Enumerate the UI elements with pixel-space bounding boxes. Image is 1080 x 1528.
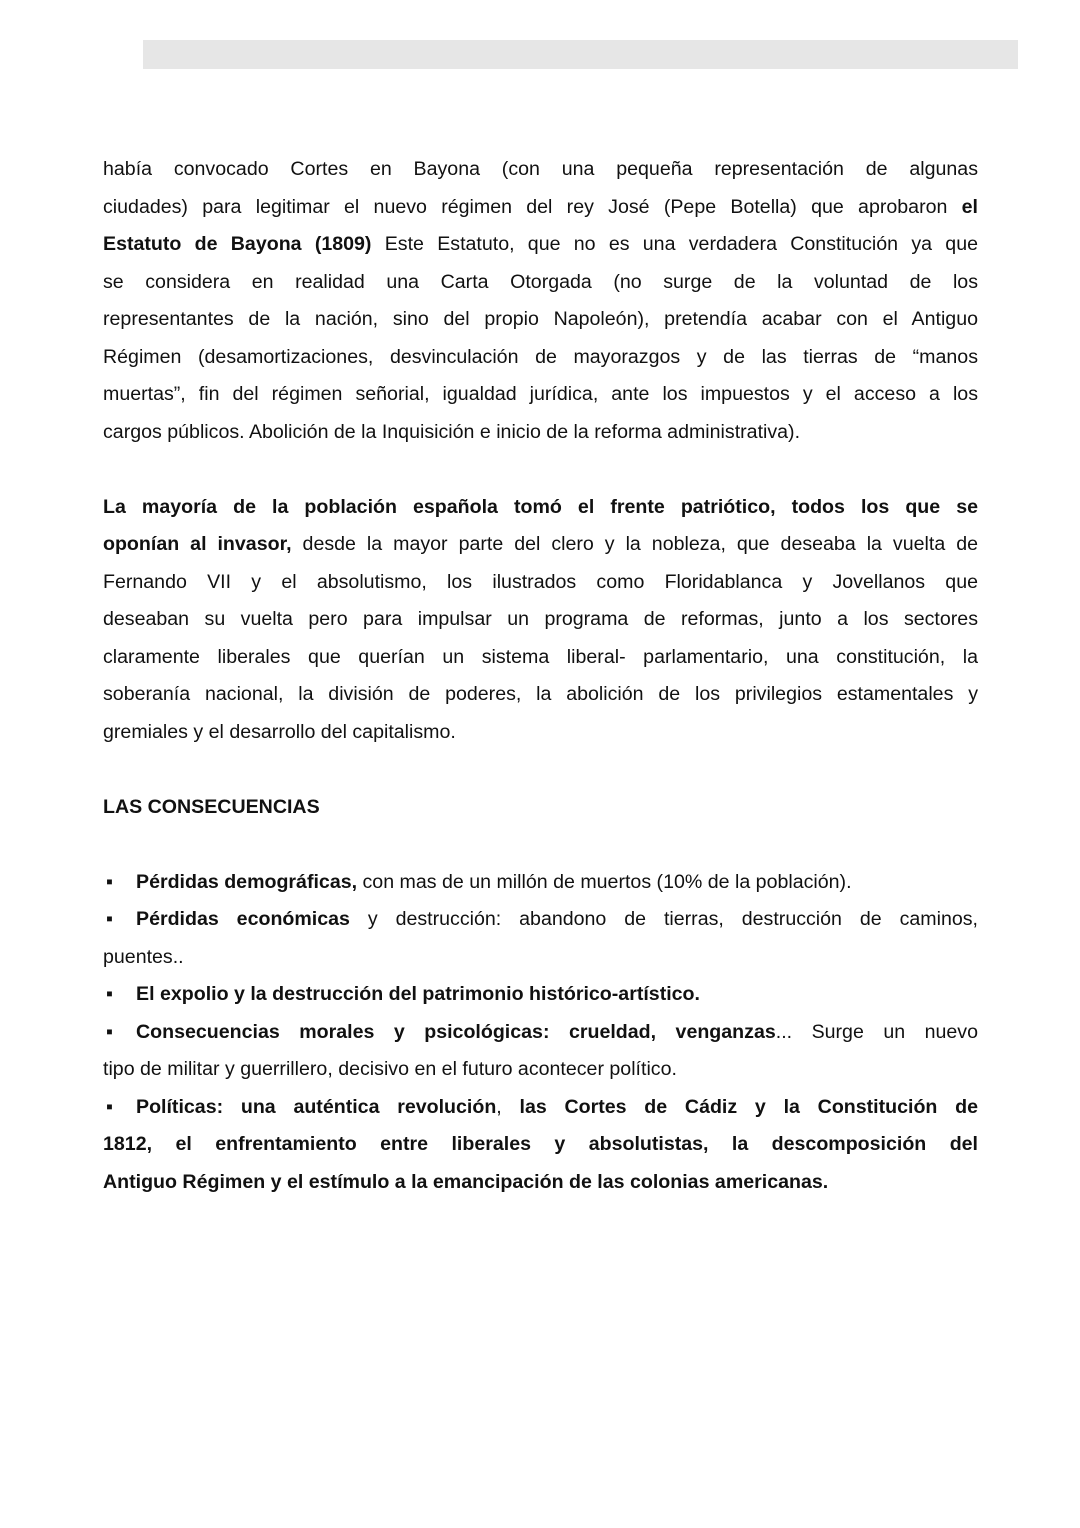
bullet-icon: ▪ [106,870,113,893]
text-line [103,1126,978,1164]
text-line [103,601,978,639]
bold-text: El expolio y la destrucción del patrimonio histórico-artístico. [136,983,700,1005]
text-line [103,1089,978,1127]
bold-text: Pérdidas económicas [136,908,350,930]
text-line [103,864,978,902]
list-item [103,976,978,1014]
text-line [103,151,978,189]
bold-text: Pérdidas demográficas, [136,870,358,893]
text-line [103,489,978,527]
text-line [103,189,978,227]
bold-text: La mayoría de la población española tomó el frente patriótico, todos los que se [103,495,978,518]
text: soberanía nacional, la división de poderes, la abolición de los privilegios estamentales y [103,683,978,705]
text-line [103,376,978,414]
text: Fernando VII y el absolutismo, los ilustrados como Floridablanca y Jovellanos que [103,570,978,593]
text-line [103,976,978,1014]
text-line [103,564,978,602]
paragraph [103,489,978,752]
text: puentes.. [103,945,184,968]
document-body [103,151,978,1201]
section-heading: LAS CONSECUENCIAS [103,795,320,818]
blank-line [103,751,978,789]
text: gremiales y el desarrollo del capitalismo. [103,720,456,743]
text-line [103,1014,978,1052]
bold-text: Consecuencias morales y psicológicas: crueldad, venganzas [136,1020,776,1043]
text: había convocado Cortes en Bayona (con una pequeña representación de algunas [103,158,978,180]
text-line [103,264,978,302]
bold-text: Políticas: una auténtica revolución [136,1095,497,1118]
text: ... Surge un nuevo [775,1020,979,1043]
blank-line [103,451,978,489]
text-line [103,301,978,339]
bold-text: Estatuto de Bayona (1809) [103,233,372,255]
bold-text: oponían al invasor, [103,533,292,555]
text-line [103,226,978,264]
list-item [103,1014,978,1089]
page-header-bar [143,40,1018,69]
bullet-icon: ▪ [106,983,113,1005]
text: Este Estatuto, que no es una verdadera Constitución ya que [371,233,978,255]
text: desde la mayor parte del clero y la nobleza, que deseaba la vuelta de [291,533,978,555]
text: deseaban su vuelta pero para impulsar un programa de reformas, junto a los sectores [103,608,978,630]
text: y destrucción: abandono de tierras, destrucción de caminos, [349,908,978,930]
text-line [103,414,978,452]
bold-text: Antiguo Régimen y el estímulo a la emancipación de las colonias americanas. [103,1170,829,1193]
list-item [103,864,978,902]
text-line [103,639,978,677]
text: se considera en realidad una Carta Otorgada (no surge de la voluntad de los [103,270,978,293]
bold-text: 1812, el enfrentamiento entre liberales y absolutistas, la descomposición del [103,1133,978,1155]
text-line [103,1051,978,1089]
text-line [103,676,978,714]
text-line [103,901,978,939]
text-line [103,714,978,752]
text-line [103,526,978,564]
text: ciudades) para legitimar el nuevo régimen del rey José (Pepe Botella) que aprobaron [103,195,962,218]
text: Régimen (desamortizaciones, desvinculación de mayorazgos y de las tierras de “manos [103,345,978,368]
text: cargos públicos. Abolición de la Inquisición e inicio de la reforma administrativa). [103,420,801,443]
blank-line [103,826,978,864]
text-line [103,339,978,377]
bullet-icon: ▪ [106,1095,113,1118]
bullet-icon: ▪ [106,908,113,930]
text-line [103,1164,978,1202]
text-line [103,939,978,977]
list-item [103,901,978,976]
bold-text: el [961,195,978,218]
text: representantes de la nación, sino del propio Napoleón), pretendía acabar con el Antiguo [103,308,978,330]
text: tipo de militar y guerrillero, decisivo en el futuro acontecer político. [103,1058,677,1080]
text: muertas”, fin del régimen señorial, igualdad jurídica, ante los impuestos y el acceso a los [103,383,978,405]
text: con mas de un millón de muertos (10% de la población). [357,870,852,893]
text: , [496,1095,520,1118]
text: claramente liberales que querían un sistema liberal- parlamentario, una constitución, la [103,645,978,668]
list-item [103,1089,978,1202]
consequences-list [103,864,978,1202]
bold-text: las Cortes de Cádiz y la Constitución de [519,1095,979,1118]
paragraph [103,151,978,451]
bullet-icon: ▪ [106,1020,113,1043]
